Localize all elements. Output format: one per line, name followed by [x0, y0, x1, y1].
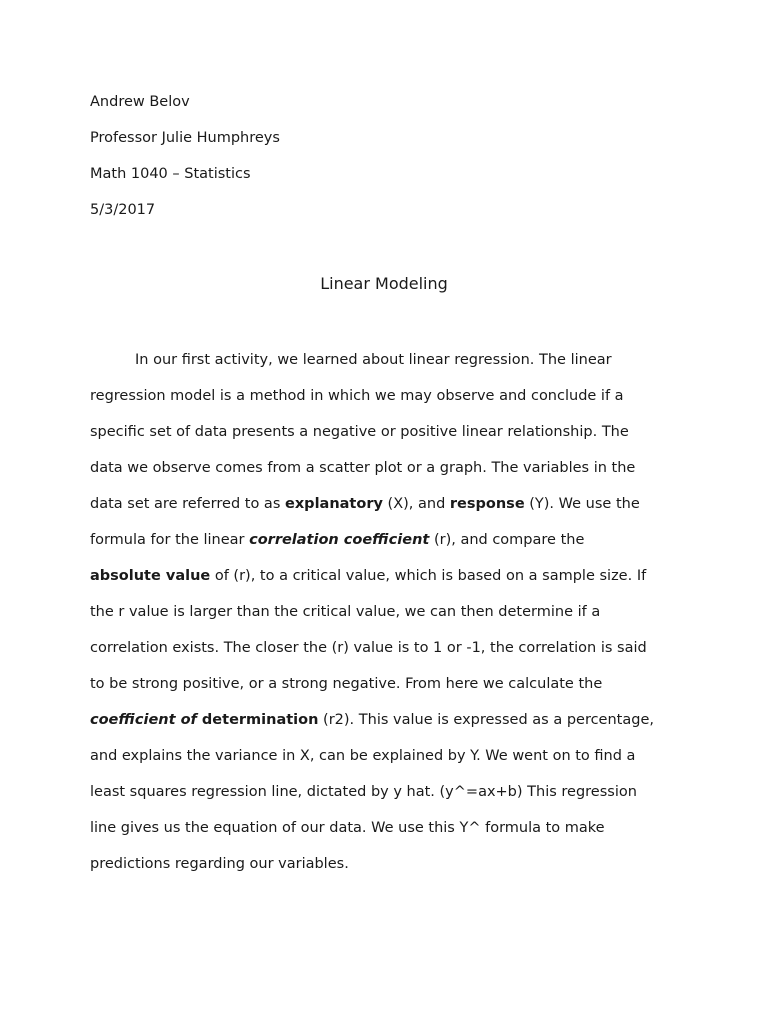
text-run: formula for the linear [90, 532, 250, 548]
paragraph-line: to be strong positive, or a strong negative. From here we calculate the [90, 676, 603, 692]
text-run: (X), and [382, 496, 450, 512]
text-run: (r2). This value is expressed as a percentage, [318, 712, 654, 728]
paragraph-line [90, 494, 640, 514]
document-title: Linear Modeling [320, 274, 448, 293]
author-name: Andrew Belov [90, 94, 190, 110]
course-name: Math 1040 – Statistics [90, 166, 251, 182]
paragraph-line: and explains the variance in X, can be explained by Y. We went on to find a [90, 748, 636, 764]
paragraph-line: line gives us the equation of our data. We use this Y^ formula to make [90, 820, 605, 836]
document-date: 5/3/2017 [90, 202, 156, 218]
text-run: data set are referred to as [90, 496, 285, 512]
paragraph-line: In our first activity, we learned about linear regression. The linear [135, 352, 612, 368]
paragraph-line: least squares regression line, dictated by y hat. (y^=ax+b) This regression [90, 784, 637, 800]
paragraph-line [90, 566, 646, 586]
paragraph-line: data we observe comes from a scatter plot or a graph. The variables in the [90, 460, 636, 476]
term-response: response [449, 496, 525, 512]
paragraph-line: the r value is larger than the critical value, we can then determine if a [90, 604, 601, 620]
text-run: (Y). We use the [524, 496, 640, 512]
term-determination: determination [196, 712, 319, 728]
text-run: of (r), to a critical value, which is based on a sample size. If [210, 568, 647, 584]
paragraph-line [90, 530, 584, 550]
term-explanatory: explanatory [285, 496, 383, 512]
term-absolute-value: absolute value [90, 568, 211, 584]
term-correlation-coefficient: correlation coefficient [249, 532, 430, 548]
paragraph-line [90, 710, 654, 730]
term-coefficient-of: coefficient of [90, 712, 197, 728]
text-run: (r), and compare the [429, 532, 585, 548]
paragraph-line: predictions regarding our variables. [90, 856, 349, 872]
paragraph-line: correlation exists. The closer the (r) value is to 1 or -1, the correlation is said [90, 640, 647, 656]
paragraph-line: specific set of data presents a negative or positive linear relationship. The [90, 424, 629, 440]
paragraph-line: regression model is a method in which we may observe and conclude if a [90, 388, 624, 404]
professor-name: Professor Julie Humphreys [90, 130, 280, 146]
